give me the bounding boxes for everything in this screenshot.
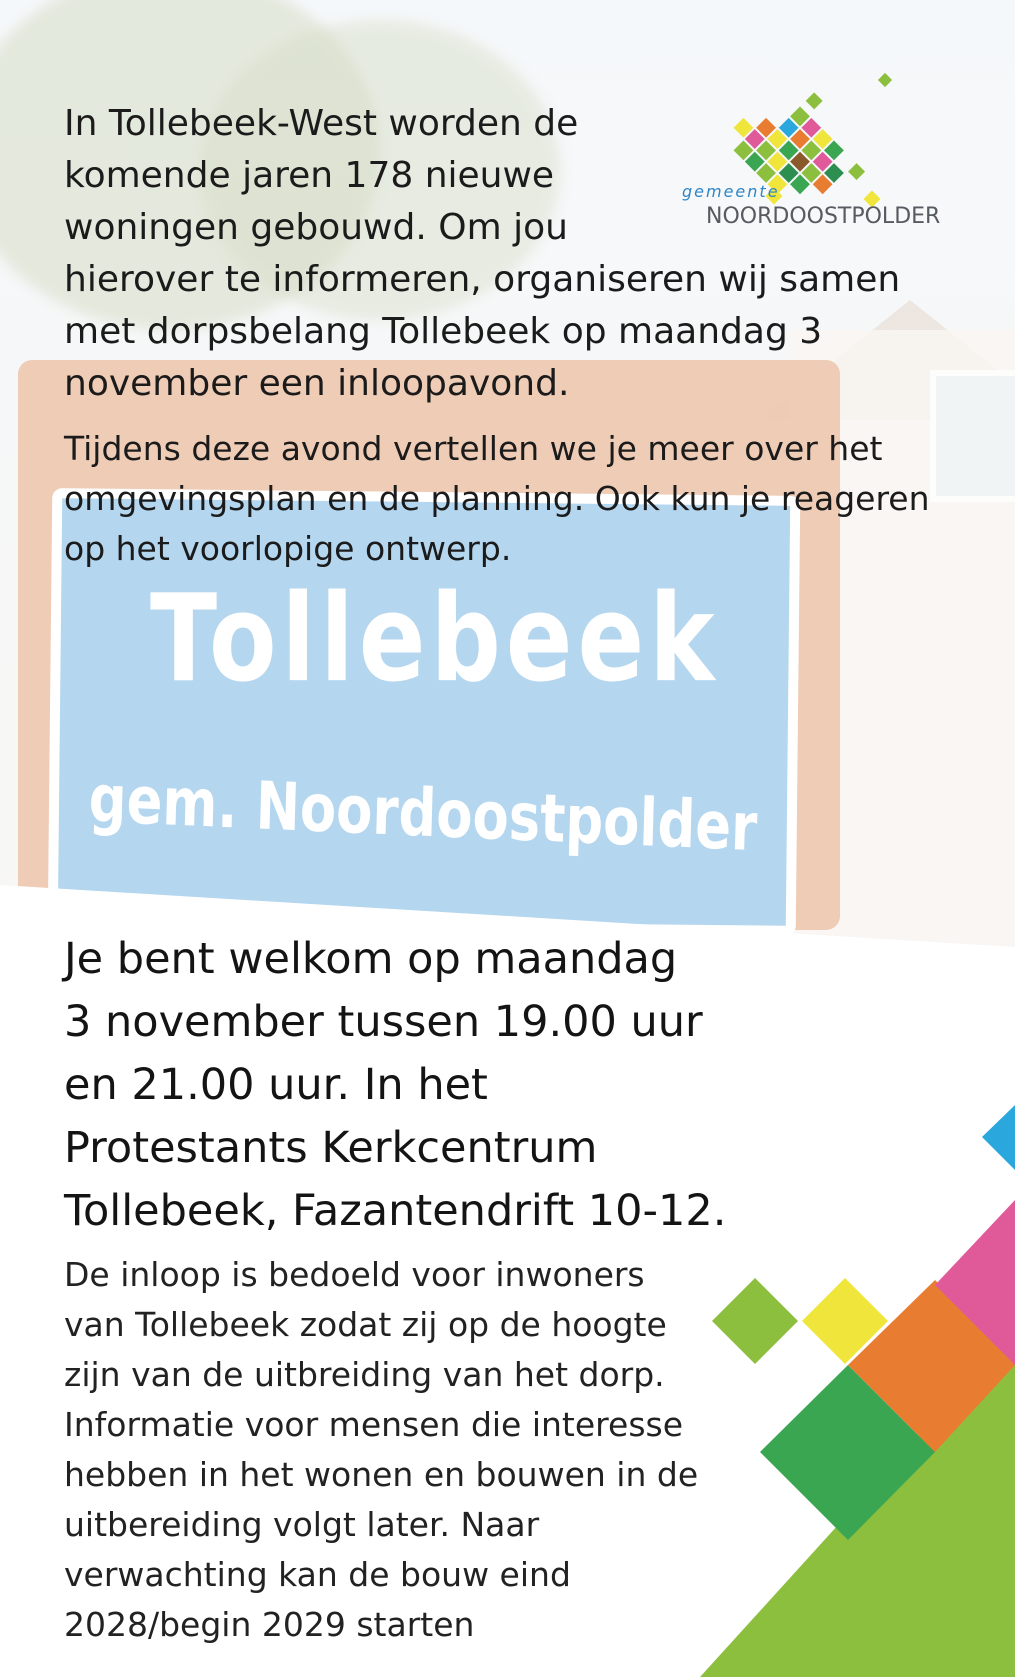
logo-text-noordoostpolder: NOORDOOSTPOLDER <box>706 204 941 229</box>
body-line: 2028/begin 2029 starten <box>64 1605 475 1644</box>
welcome-line: Protestants Kerkcentrum <box>64 1123 598 1173</box>
body-line: De inloop is bedoeld voor inwoners <box>64 1255 645 1294</box>
body-line: van Tollebeek zodat zij op de hoogte <box>64 1305 667 1344</box>
detail-line: omgevingsplan en de planning. Ook kun je reageren <box>64 479 930 518</box>
welcome-line: Je bent welkom op maandag <box>64 934 678 984</box>
intro-line: komende jaren 178 nieuwe <box>64 155 555 196</box>
body-paragraph <box>64 1250 764 1650</box>
intro-paragraph <box>64 98 964 410</box>
body-line: Informatie voor mensen die interesse <box>64 1405 684 1444</box>
welcome-line: Tollebeek, Fazantendrift 10-12. <box>64 1186 727 1236</box>
body-line: uitbereiding volgt later. Naar <box>64 1505 540 1544</box>
body-line: zijn van de uitbreiding van het dorp. <box>64 1355 665 1394</box>
body-line: hebben in het wonen en bouwen in de <box>64 1455 699 1494</box>
detail-line: op het voorlopige ontwerp. <box>64 529 512 568</box>
town-sign-name: Tollebeek <box>150 570 720 709</box>
welcome-line: 3 november tussen 19.00 uur <box>64 997 703 1047</box>
detail-line: Tijdens deze avond vertellen we je meer over het <box>64 429 883 468</box>
intro-line: met dorpsbelang Tollebeek op maandag 3 <box>64 311 823 352</box>
body-line: verwachting kan de bouw eind <box>64 1555 571 1594</box>
welcome-line: en 21.00 uur. In het <box>64 1060 488 1110</box>
intro-line: november een inloopavond. <box>64 363 570 404</box>
welcome-heading <box>64 928 784 1243</box>
intro-line: In Tollebeek-West worden de <box>64 103 579 144</box>
intro-line: hierover te informeren, organiseren wij samen <box>64 259 901 300</box>
intro-line: woningen gebouwd. Om jou <box>64 207 568 248</box>
town-sign-municipality: gem. Noordoostpolder <box>87 760 759 867</box>
detail-paragraph <box>64 424 984 574</box>
logo-text-gemeente: gemeente <box>682 182 780 201</box>
